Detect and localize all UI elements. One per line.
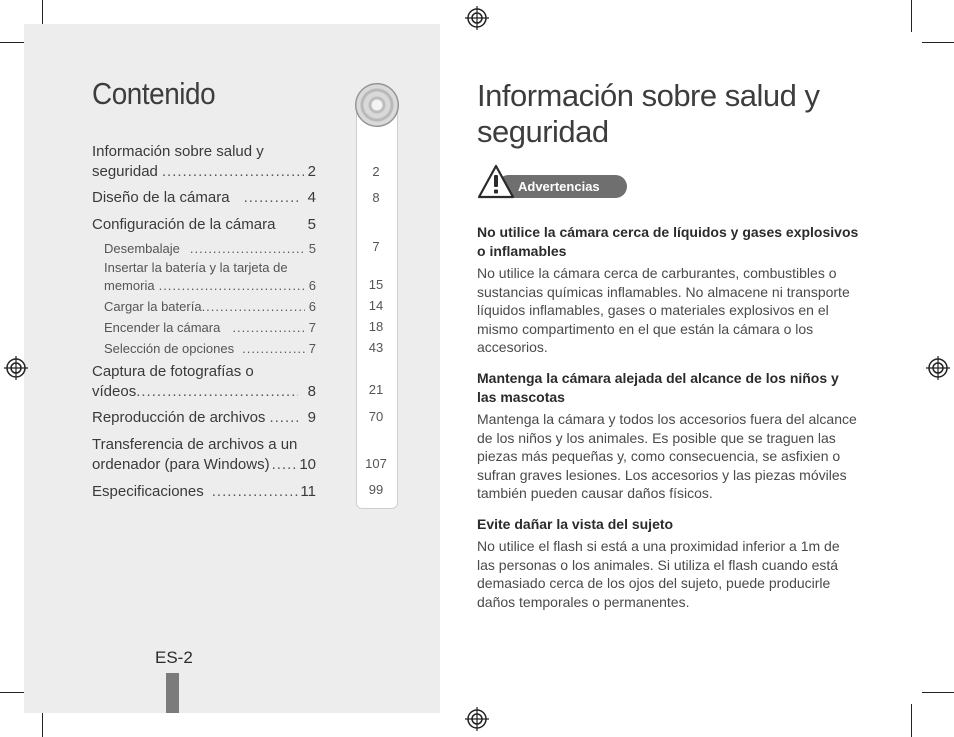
crop-mark xyxy=(922,42,954,43)
page-tab-marker xyxy=(166,673,179,713)
warning-triangle-icon xyxy=(477,164,515,200)
registration-mark-icon xyxy=(465,6,489,30)
toc-entry-label: Selección de opciones xyxy=(104,341,235,356)
toc-entry-label: memoria xyxy=(104,278,155,293)
section-heading: Evite dañar la vista del sujeto xyxy=(477,516,674,532)
dial-number: 2 xyxy=(372,164,380,179)
registration-mark-icon xyxy=(4,356,28,380)
dial-number: 99 xyxy=(368,482,384,497)
dial-number: 15 xyxy=(368,277,384,292)
dial-number: 8 xyxy=(372,190,380,205)
toc-page-number: 6 xyxy=(308,299,316,314)
toc-page-number: 5 xyxy=(307,216,316,233)
toc-entry-label: Información sobre salud y xyxy=(92,143,264,160)
section-body: No utilice el flash si está a una proximidad inferior a 1m de las personas o los animales. Si utiliza el flash cuando está demasiado cerca de los ojos del sujeto, puede producirle daños temporales o permanentes. xyxy=(477,538,840,610)
toc-entry-label: seguridad xyxy=(92,163,158,180)
toc-entry-label: Insertar la batería y la tarjeta de xyxy=(104,260,288,275)
dial-number: 7 xyxy=(372,239,380,254)
toc-subentry-charge-battery[interactable] xyxy=(104,297,316,316)
warning-label: Advertencias xyxy=(497,175,627,198)
toc-entry-file-transfer[interactable] xyxy=(92,435,316,475)
crop-mark xyxy=(922,692,954,693)
dial-number: 107 xyxy=(365,456,387,471)
dial-number: 14 xyxy=(368,298,384,313)
toc-entry-label: Desembalaje xyxy=(104,241,180,256)
toc-entry-capture[interactable] xyxy=(92,362,316,402)
warning-section xyxy=(477,515,859,611)
page-number: ES-2 xyxy=(155,648,193,667)
toc-entry-label: Encender la cámara xyxy=(104,320,221,335)
toc-entry-label: Configuración de la cámara xyxy=(92,216,276,233)
section-title: Información sobre salud y seguridad xyxy=(477,78,820,149)
section-body: No utilice la cámara cerca de carburantes, combustibles o sustancias químicas inflamables. No almacene ni transporte líquidos inflamables, gases o materiales explosivos en el mismo compartimento en el que están la cámara o los accesorios. xyxy=(477,265,850,356)
registration-mark-icon xyxy=(465,707,489,731)
toc-subentry-power-on[interactable] xyxy=(104,318,316,337)
warning-banner xyxy=(477,164,637,200)
warning-section xyxy=(477,369,859,503)
dial-number: 18 xyxy=(368,319,384,334)
toc-subentry-select-options[interactable] xyxy=(104,339,316,358)
crop-mark xyxy=(911,704,912,737)
toc-page-number: 2 xyxy=(307,163,316,180)
toc-entry-label: Diseño de la cámara xyxy=(92,189,230,206)
toc-subentry-insert-battery[interactable] xyxy=(104,259,316,295)
registration-mark-icon xyxy=(926,356,950,380)
toc-entry-label: Reproducción de archivos xyxy=(92,409,266,426)
section-heading: No utilice la cámara cerca de líquidos y gases explosivos o inflamables xyxy=(477,224,859,259)
dial-number: 43 xyxy=(368,340,384,355)
toc-entry-label: ordenador (para Windows) xyxy=(92,456,270,473)
toc-entry-camera-design[interactable] xyxy=(92,188,316,208)
dial-number: 21 xyxy=(368,382,384,397)
toc-entry-label: Cargar la batería xyxy=(104,299,202,314)
contents-title: Contenido xyxy=(92,76,216,111)
toc-page-number: 5 xyxy=(308,241,316,256)
crop-mark xyxy=(911,0,912,32)
toc-page-number: 10 xyxy=(299,456,316,473)
toc-page-number: 7 xyxy=(308,341,316,356)
toc-entry-label: Especificaciones xyxy=(92,483,204,500)
toc-page-number: 6 xyxy=(308,278,316,293)
toc-page-number: 9 xyxy=(307,409,316,426)
toc-page-number: 8 xyxy=(307,383,316,400)
warning-section xyxy=(477,223,859,357)
dial-number: 70 xyxy=(368,409,384,424)
toc-entry-label: Captura de fotografías o xyxy=(92,363,254,380)
toc-page-number: 7 xyxy=(308,320,316,335)
toc-entry-health-safety[interactable] xyxy=(92,142,316,182)
toc-entry-playback[interactable] xyxy=(92,408,316,428)
toc-entry-label: vídeos xyxy=(92,383,137,400)
toc-entry-label: Transferencia de archivos a un xyxy=(92,436,298,453)
section-heading: Mantenga la cámara alejada del alcance de los niños y las mascotas xyxy=(477,370,839,405)
toc-entry-specifications[interactable] xyxy=(92,482,316,502)
toc-subentry-unpacking[interactable] xyxy=(104,239,316,258)
toc-page-number: 4 xyxy=(307,189,316,206)
page-dial xyxy=(355,83,399,508)
dial-knob-icon xyxy=(355,83,399,127)
toc-entry-camera-setup[interactable] xyxy=(92,215,316,235)
toc-page-number: 11 xyxy=(300,483,316,500)
section-body: Mantenga la cámara y todos los accesorios fuera del alcance de los niños y los animales. Es posible que se traguen las piezas más pequeñas y, como consecuencia, se asfixien o sufran graves lesiones. Los accesorios y las piezas móviles también pueden causar daños físicos. xyxy=(477,411,857,502)
